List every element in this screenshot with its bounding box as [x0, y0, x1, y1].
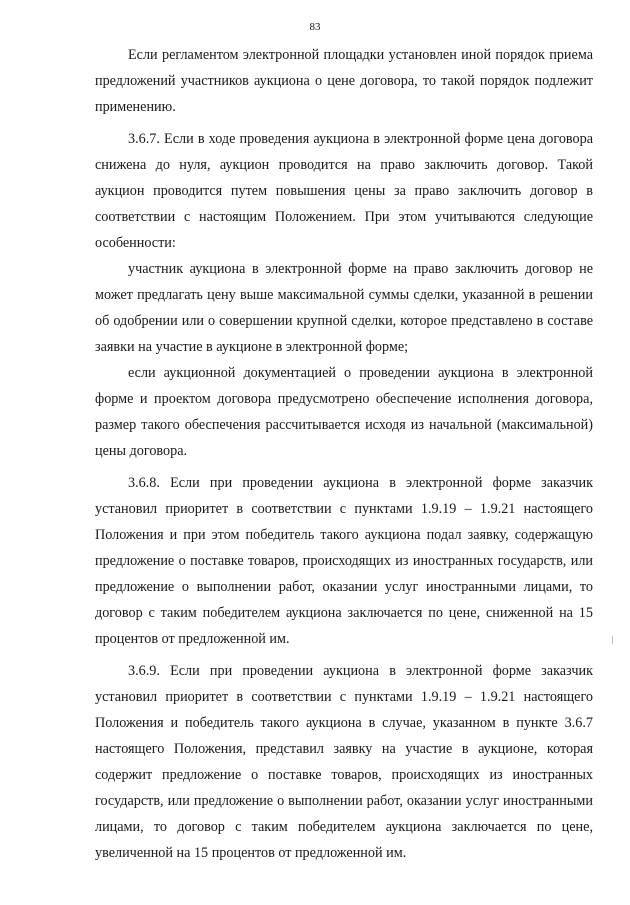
- paragraph-feature-2: если аукционной документацией о проведении аукциона в электронной форме и проектом договора предусмотрено обеспечение исполнения договора, размер такого обеспечения рассчитывается исходя из начальной (максимальной) цены договора.: [95, 365, 593, 459]
- paragraph-3-6-7: 3.6.7. Если в ходе проведения аукциона в электронной форме цена договора снижена до нуля, аукцион проводится на право заключить договор. Такой аукцион проводится путем повышения цены за право заключить договор в соответствии с настоящим Положением. При этом учитываются следующие особенности:: [95, 131, 593, 251]
- page-number: 83: [309, 21, 321, 33]
- paragraph-feature-1: участник аукциона в электронной форме на право заключить договор не может предлагать цену выше максимальной суммы сделки, указанной в решении об одобрении или о совершении крупной сделки, которое представлено в составе заявки на участие в аукционе в электронной форме;: [95, 261, 593, 355]
- paragraph-3-6-8: 3.6.8. Если при проведении аукциона в электронной форме заказчик установил приоритет в соответствии с пунктами 1.9.19 – 1.9.21 настоящего Положения и при этом победитель такого аукциона подал заявку, содержащую предложение о поставке товаров, происходящих из иностранных государств, или предложение о выполнении работ, оказании услуг иностранными лицами, то договор с таким победителем аукциона заключается по цене, сниженной на 15 процентов от предложенной им.: [95, 475, 593, 647]
- document-body: [95, 42, 593, 866]
- paragraph-3-6-9: 3.6.9. Если при проведении аукциона в электронной форме заказчик установил приоритет в соответствии с пунктами 1.9.19 – 1.9.21 настоящего Положения и победитель такого аукциона в случае, указанном в пункте 3.6.7 настоящего Положения, представил заявку на участие в аукционе, которая содержит предложение о поставке товаров, происходящих из иностранных государств, или предложение о выполнении работ, оказании услуг иностранными лицами, то договор с таким победителем аукциона заключается по цене, увеличенной на 15 процентов от предложенной им.: [95, 663, 593, 861]
- scan-mark: [612, 636, 613, 644]
- paragraph-intro: Если регламентом электронной площадки установлен иной порядок приема предложений участников аукциона о цене договора, то такой порядок подлежит применению.: [95, 47, 593, 115]
